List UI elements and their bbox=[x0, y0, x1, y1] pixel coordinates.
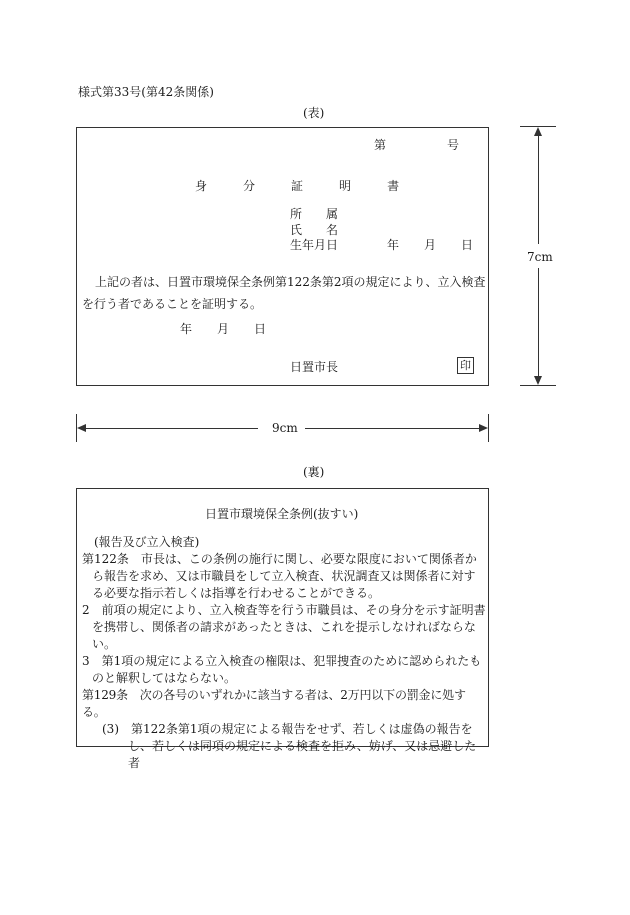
title-char: 身 bbox=[195, 179, 208, 193]
ordinance-text bbox=[82, 534, 486, 772]
birth-day-unit: 日 bbox=[461, 238, 474, 252]
article-122: 第122条 市長は、この条例の施行に関し、必要な限度において関係者から報告を求め、又は市職員をして立入検査、状況調査又は関係者に対する必要な指示若しくは指導を行わせることができる。 bbox=[82, 552, 477, 600]
issue-day-unit: 日 bbox=[254, 322, 267, 336]
article-129-item-3: (3) 第122条第1項の規定による報告をせず、若しくは虚偽の報告をし、若しくは同項の規定による検査を拒み、妨げ、又は忌避した者 bbox=[102, 722, 477, 770]
height-dimension-bottom-tick bbox=[520, 385, 556, 386]
ordinance-excerpt-title: 日置市環境保全条例(抜すい) bbox=[205, 507, 359, 521]
back-side-label: (裏) bbox=[303, 465, 325, 479]
width-dimension-label: 9cm bbox=[272, 421, 298, 435]
height-dimension-line-upper bbox=[538, 135, 539, 244]
front-side-label: (表) bbox=[303, 106, 325, 120]
article-122-paragraph-3: 3 第1項の規定による立入検査の権限は、犯罪捜査のために認められたものと解釈してはならない。 bbox=[82, 654, 482, 685]
certificate-title bbox=[195, 177, 399, 194]
issue-year-unit: 年 bbox=[180, 322, 193, 336]
affiliation-label: 所 属 bbox=[290, 207, 339, 221]
article-122-paragraph-2: 2 前項の規定により、立入検査等を行う市職員は、その身分を示す証明書を携帯し、関係者の請求があったときは、これを提示しなければならない。 bbox=[82, 603, 486, 651]
article-129: 第129条 次の各号のいずれかに該当する者は、2万円以下の罰金に処する。 bbox=[82, 688, 466, 719]
section-heading: (報告及び立入検査) bbox=[94, 535, 200, 549]
birth-year-unit: 年 bbox=[387, 238, 400, 252]
certification-text-line1: 上記の者は、日置市環境保全条例第122条第2項の規定により、立入検査 bbox=[95, 275, 486, 289]
certification-text-line2: を行う者であることを証明する。 bbox=[82, 297, 263, 311]
height-dimension-label: 7cm bbox=[527, 250, 553, 264]
title-char: 分 bbox=[243, 179, 256, 193]
height-dimension-line-lower bbox=[538, 268, 539, 377]
certificate-number-suffix: 号 bbox=[447, 138, 460, 152]
title-char: 明 bbox=[339, 179, 352, 193]
front-card bbox=[76, 127, 489, 386]
title-char: 書 bbox=[387, 179, 400, 193]
issuer-name: 日置市長 bbox=[290, 360, 339, 374]
title-char: 証 bbox=[291, 179, 304, 193]
width-dimension-line-left bbox=[85, 428, 258, 429]
certificate-number-prefix: 第 bbox=[374, 138, 387, 152]
width-dimension-right-tick bbox=[488, 414, 489, 442]
arrow-right-icon bbox=[479, 424, 488, 432]
birth-month-unit: 月 bbox=[424, 238, 437, 252]
arrow-down-icon bbox=[534, 376, 542, 385]
issue-month-unit: 月 bbox=[217, 322, 230, 336]
name-label: 氏 名 bbox=[290, 223, 339, 237]
birthdate-label: 生年月日 bbox=[290, 238, 339, 252]
width-dimension-line-right bbox=[305, 428, 479, 429]
form-number: 様式第33号(第42条関係) bbox=[78, 85, 214, 99]
seal-mark: 印 bbox=[457, 357, 474, 374]
